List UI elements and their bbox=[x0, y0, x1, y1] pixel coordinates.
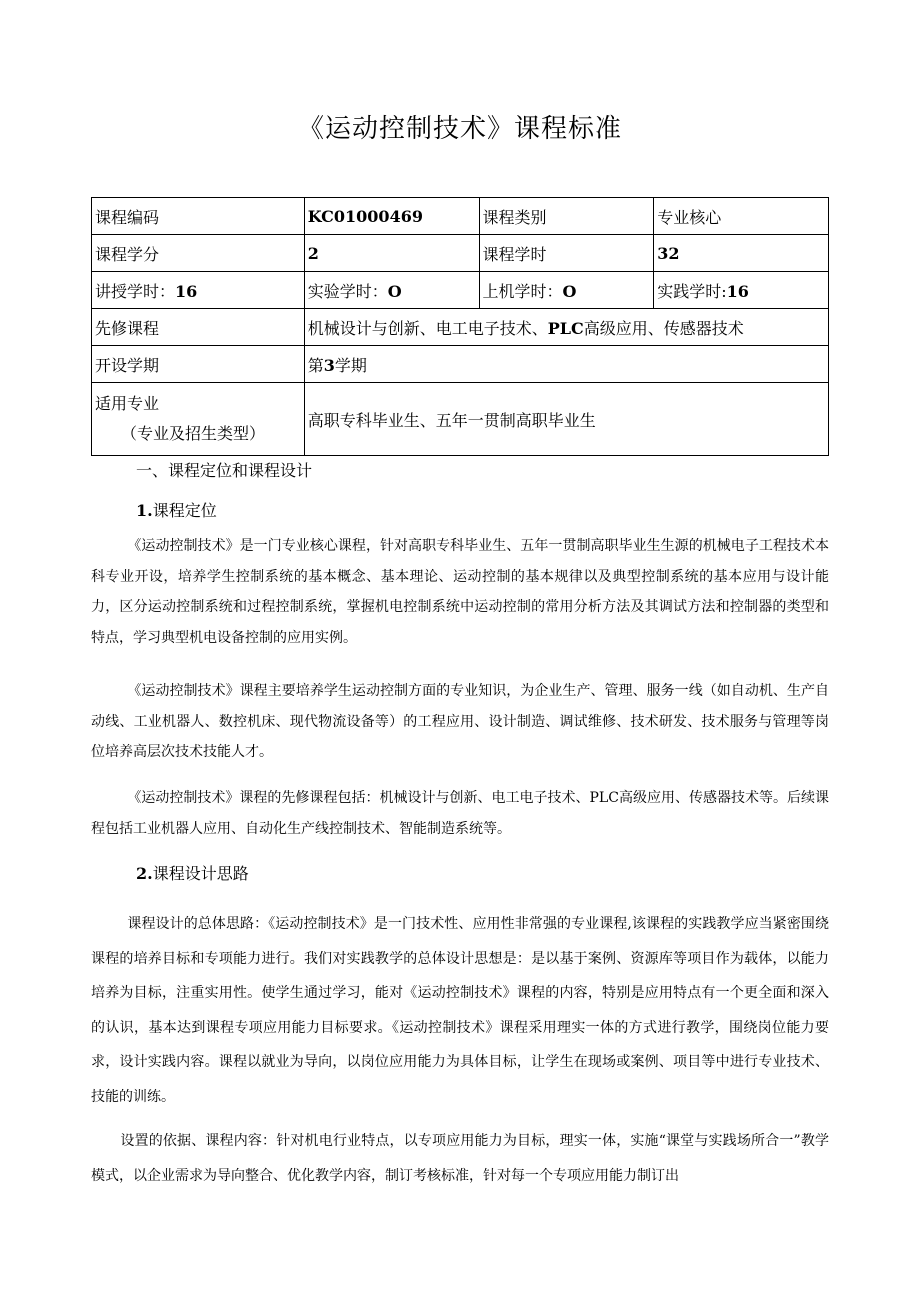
computer-hours-cell bbox=[479, 272, 654, 309]
subsection-number: 1. bbox=[136, 501, 153, 520]
paragraph-course-position: 《运动控制技术》是一门专业核心课程，针对高职专科毕业生、五年一贯制高职毕业生生源的机械电子工程技术本科专业开设，培养学生控制系统的基本概念、基本理论、运动控制的基本规律以及典型控制系统的基本应用与设计能力，区分运动控制系统和过程控制系统，掌握机电控制系统中运动控制的常用分析方法及其调试方法和控制器的类型和特点，学习典型机电设备控制的应用实例。 bbox=[91, 538, 829, 646]
table-row bbox=[92, 198, 829, 235]
paragraph-design-approach: 课程设计的总体思路：《运动控制技术》是一门技术性、应用性非常强的专业课程,该课程的实践教学应当紧密围绕课程的培养目标和专项能力进行。我们对实践教学的总体设计思想是：是以基于案例、资源库等项目作为载体，以能力培养为目标，注重实用性。使学生通过学习，能对《运动控制技术》课程的内容，特别是应用特点有一个更全面和深入的认识，基本达到课程专项应用能力目标要求。《运动控制技术》课程采用理实一体的方式进行教学，围绕岗位能力要求，设计实践内容。课程以就业为导向，以岗位应用能力为具体目标，让学生在现场或案例、项目等中进行专业技术、技能的训练。 bbox=[91, 916, 829, 1105]
computer-hours-value: O bbox=[562, 281, 577, 301]
lab-hours-cell bbox=[304, 272, 479, 309]
lecture-hours-label: 讲授学时： bbox=[95, 281, 176, 301]
table-row bbox=[92, 309, 829, 346]
paragraph-prerequisites: 《运动控制技术》课程的先修课程包括：机械设计与创新、电工电子技术、PLC高级应用、传感器技术等。后续课程包括工业机器人应用、自动化生产线控制技术、智能制造系统等。 bbox=[91, 790, 829, 837]
prereq-part: 高级应用、传感器技术 bbox=[583, 318, 744, 338]
subsection-heading-1 bbox=[136, 498, 217, 521]
paragraph-design-basis: 设置的依据、课程内容：针对机电行业特点，以专项应用能力为目标，理实一体，实施“课堂与实践场所合一”教学模式，以企业需求为导向整合、优化教学内容，制订考核标准，针对每一个专项应用能力制订出 bbox=[91, 1133, 829, 1184]
lecture-hours-cell bbox=[92, 272, 305, 309]
section-heading-1: 一、课程定位和课程设计 bbox=[136, 461, 313, 480]
subsection-heading-2 bbox=[136, 861, 249, 884]
paragraph-course-goal: 《运动控制技术》课程主要培养学生运动控制方面的专业知识，为企业生产、管理、服务一线（如自动机、生产自动线、工业机器人、数控机床、现代物流设备等）的工程应用、设计制造、调试维修、技术研发、技术服务与管理等岗位培养高层次技术技能人才。 bbox=[91, 683, 829, 761]
subsection-text: 课程设计思路 bbox=[152, 864, 249, 883]
course-info-table bbox=[91, 197, 829, 456]
major-label bbox=[92, 383, 305, 456]
semester-number: 3 bbox=[323, 355, 335, 375]
subsection-number: 2. bbox=[136, 864, 153, 883]
credits-label: 课程学分 bbox=[92, 235, 305, 272]
major-value: 高职专科毕业生、五年一贯制高职毕业生 bbox=[304, 383, 828, 456]
prereq-label: 先修课程 bbox=[92, 309, 305, 346]
practice-hours-label: 实践学时: bbox=[657, 281, 727, 301]
practice-hours-value: 16 bbox=[726, 281, 749, 301]
page-title: 《运动控制技术》课程标准 bbox=[297, 114, 622, 144]
major-label-line2: （专业及招生类型） bbox=[121, 424, 266, 443]
course-code-value: KC01000469 bbox=[304, 198, 479, 235]
semester-part: 学期 bbox=[334, 355, 367, 375]
hours-label: 课程学时 bbox=[479, 235, 654, 272]
table-row bbox=[92, 272, 829, 309]
table-row bbox=[92, 346, 829, 383]
table-row bbox=[92, 383, 829, 456]
practice-hours-cell bbox=[654, 272, 829, 309]
hours-value: 32 bbox=[654, 235, 829, 272]
course-code-label: 课程编码 bbox=[92, 198, 305, 235]
major-label-line1: 适用专业 bbox=[95, 394, 160, 413]
semester-part: 第 bbox=[307, 355, 324, 375]
table-row bbox=[92, 235, 829, 272]
prereq-part: 机械设计与创新、电工电子技术、 bbox=[307, 318, 548, 338]
category-label: 课程类别 bbox=[479, 198, 654, 235]
prereq-plc: PLC bbox=[547, 318, 584, 338]
prereq-value bbox=[304, 309, 828, 346]
subsection-text: 课程定位 bbox=[152, 501, 217, 520]
lab-hours-value: O bbox=[387, 281, 402, 301]
computer-hours-label: 上机学时： bbox=[482, 281, 563, 301]
semester-label: 开设学期 bbox=[92, 346, 305, 383]
semester-value bbox=[304, 346, 828, 383]
category-value: 专业核心 bbox=[654, 198, 829, 235]
credits-value: 2 bbox=[304, 235, 479, 272]
lab-hours-label: 实验学时： bbox=[307, 281, 388, 301]
lecture-hours-value: 16 bbox=[175, 281, 198, 301]
